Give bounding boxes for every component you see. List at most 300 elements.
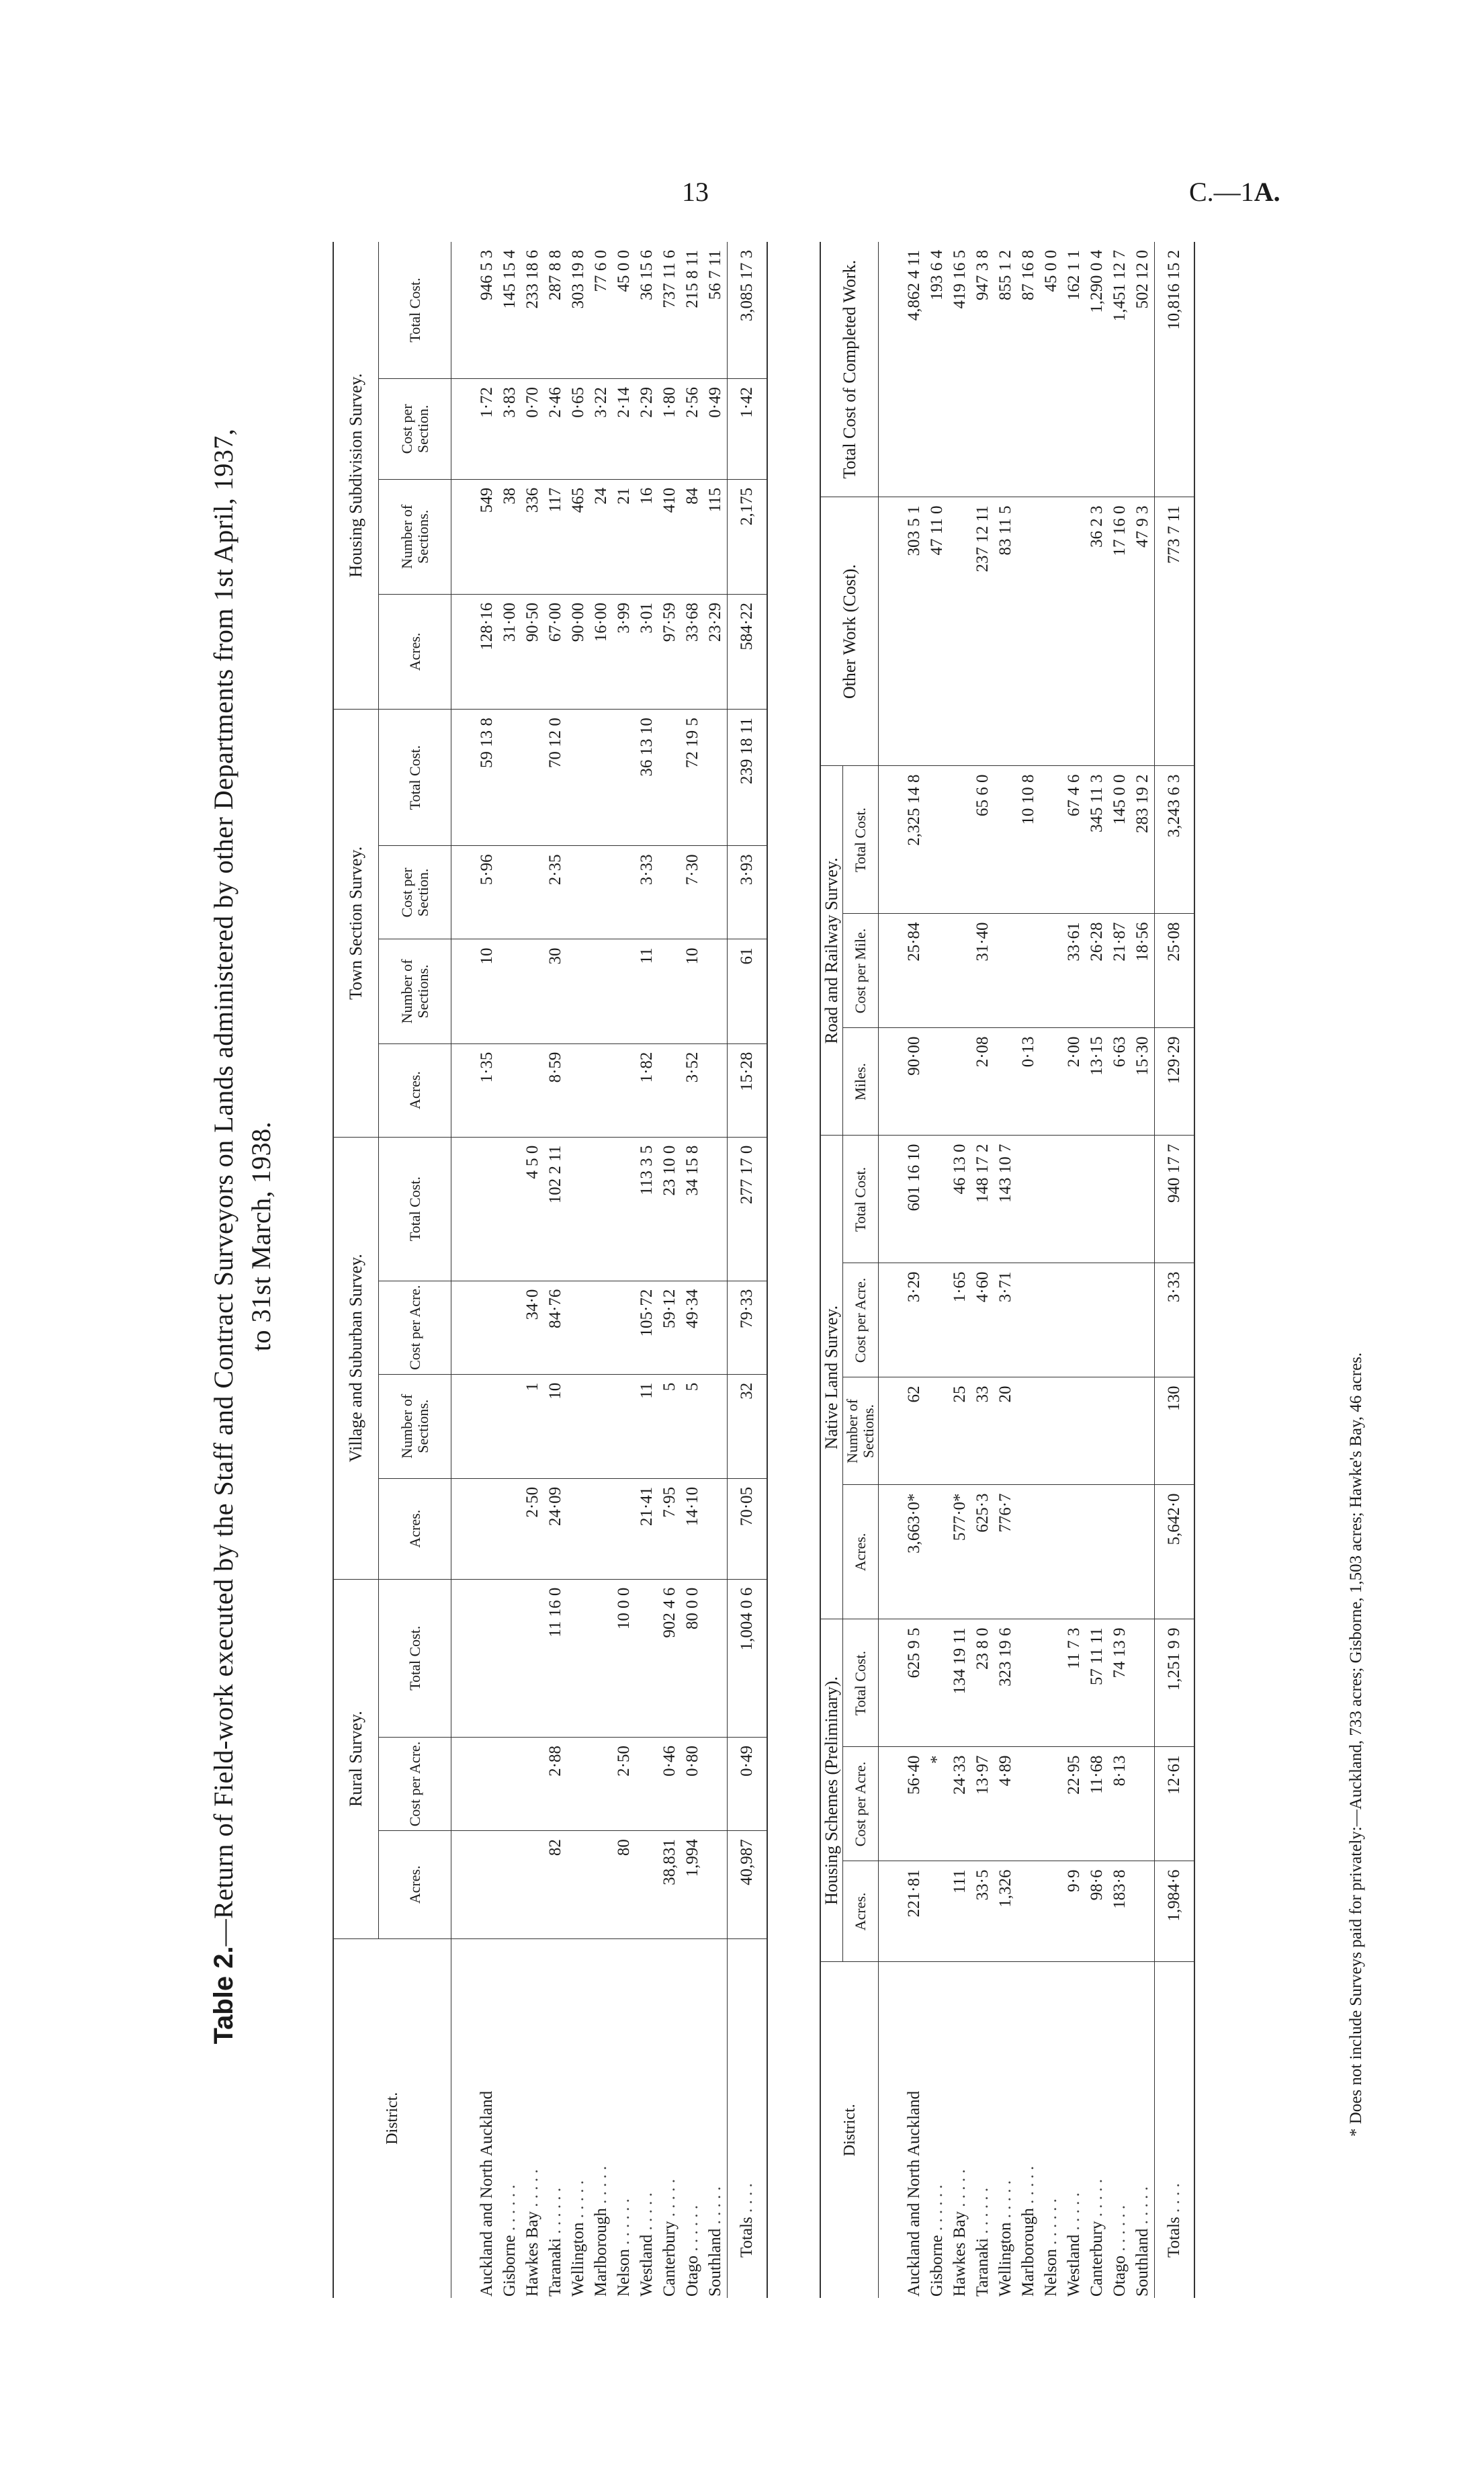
table-cell: 18·56: [1131, 914, 1155, 1028]
table-cell: [926, 1263, 949, 1377]
table-cell: [704, 1137, 728, 1281]
table-cell: [1086, 1377, 1108, 1485]
table-1: [333, 242, 768, 2298]
table-cell: [521, 1579, 544, 1737]
table-cell: [949, 1028, 971, 1136]
dot-leader: . . . . .: [1088, 2179, 1106, 2221]
table-cell: 45 0 0: [613, 242, 636, 378]
table-cell: [1017, 914, 1040, 1028]
table-cell: 5: [681, 1374, 704, 1478]
table-cell: [704, 1579, 728, 1737]
table-cell: 83 11 5: [994, 497, 1017, 766]
table-cell: [590, 1137, 613, 1281]
table-1-group-village: Village and Suburban Survey.: [333, 1137, 379, 1579]
table-cell: [1063, 497, 1086, 766]
table-cell: 134 19 11: [949, 1619, 971, 1747]
table-cell: 303 19 8: [567, 242, 590, 378]
table-cell: 2·50: [613, 1737, 636, 1830]
table-cell: 31·00: [498, 594, 521, 709]
table-cell: 11: [636, 1374, 658, 1478]
table-row: [1131, 242, 1155, 2298]
table-cell: 1·65: [949, 1263, 971, 1377]
table-cell: 3·33: [636, 846, 658, 939]
table-cell: 1,251 9 9: [1155, 1619, 1195, 1747]
table-cell: [451, 1737, 499, 1830]
table-cell: 59 13 8: [451, 710, 499, 846]
table-row: [971, 242, 994, 2298]
table-cell: 303 5 1: [879, 497, 926, 766]
district-name-text: Gisborne: [928, 2235, 946, 2297]
district-name-text: Hawkes Bay: [523, 2211, 541, 2297]
table-cell: 145 0 0: [1108, 766, 1131, 914]
table-cell: 105·72: [636, 1281, 658, 1374]
footnote: * Does not include Surveys paid for privately:—Auckland, 733 acres; Gisborne, 1,503 acres; Hawke's Bay, 46 acres.: [1347, 1352, 1365, 2137]
table-2-subhead: Cost per Acre.: [843, 1263, 879, 1377]
table-cell: [636, 1579, 658, 1737]
table-2-subhead: Cost per Acre.: [843, 1747, 879, 1861]
table-cell: [1017, 1377, 1040, 1485]
table-cell: [1040, 766, 1063, 914]
table-cell: 946 5 3: [451, 242, 499, 378]
table-cell: [1063, 1377, 1086, 1485]
table-cell: 773 7 11: [1155, 497, 1195, 766]
table-cell: 3·52: [681, 1043, 704, 1137]
table-cell: 56 7 11: [704, 242, 728, 378]
table-cell: 98·6: [1086, 1861, 1108, 1962]
table-cell: [590, 939, 613, 1043]
table-1-subhead: Number of Sections.: [379, 479, 451, 594]
district-name: [1131, 1962, 1155, 2298]
table-cell: 2·50: [521, 1478, 544, 1579]
table-cell: 46 13 0: [949, 1136, 971, 1263]
table-cell: [1131, 1263, 1155, 1377]
table-cell: [1108, 1377, 1131, 1485]
table-row: [451, 242, 499, 2298]
table-cell: *: [926, 1747, 949, 1861]
table-cell: 625 9 5: [879, 1619, 926, 1747]
district-name: [926, 1962, 949, 2298]
district-name-text: Hawkes Bay: [951, 2211, 969, 2297]
dot-leader: . . . . . .: [928, 2184, 946, 2235]
table-cell: [613, 939, 636, 1043]
table-cell: 70 12 0: [544, 710, 567, 846]
table-cell: [1017, 1136, 1040, 1263]
district-name: [1063, 1962, 1086, 2298]
district-name: [1108, 1962, 1131, 2298]
table-cell: 3·01: [636, 594, 658, 709]
table-cell: 45 0 0: [1040, 242, 1063, 497]
table-title: [205, 228, 280, 2244]
table-row: [681, 242, 704, 2298]
table-cell: [567, 846, 590, 939]
district-name-text: Canterbury: [660, 2221, 679, 2297]
table-cell: 239 18 11: [728, 710, 768, 846]
table-cell: [590, 1374, 613, 1478]
table-cell: [1040, 497, 1063, 766]
table-cell: [451, 1579, 499, 1737]
table-cell: 111: [949, 1861, 971, 1962]
table-cell: 0·46: [658, 1737, 681, 1830]
table-cell: 16: [636, 479, 658, 594]
table-cell: 10 0 0: [613, 1579, 636, 1737]
table-cell: 61: [728, 939, 768, 1043]
table-cell: 193 6 4: [926, 242, 949, 497]
table-cell: 12·61: [1155, 1747, 1195, 1861]
table-1-subhead: Cost per Section.: [379, 378, 451, 479]
table-cell: [567, 1137, 590, 1281]
table-cell: 77 6 0: [590, 242, 613, 378]
table-title-label: Table 2.: [209, 1946, 238, 2045]
table-2-group-road-railway: Road and Railway Survey.: [820, 766, 843, 1136]
table-cell: [1108, 1263, 1131, 1377]
table-1-subhead: Number of Sections.: [379, 1374, 451, 1478]
table-cell: [498, 1137, 521, 1281]
dot-leader: . . . . . .: [546, 2187, 564, 2238]
table-cell: 128·16: [451, 594, 499, 709]
table-cell: 129·29: [1155, 1028, 1195, 1136]
table-cell: 148 17 2: [971, 1136, 994, 1263]
table-cell: 10: [451, 939, 499, 1043]
table-cell: [704, 1737, 728, 1830]
table-cell: [498, 1831, 521, 1938]
table-cell: 5: [658, 1374, 681, 1478]
table-cell: [1017, 1263, 1040, 1377]
table-cell: 79·33: [728, 1281, 768, 1374]
table-cell: [590, 1831, 613, 1938]
table-cell: 3·83: [498, 378, 521, 479]
table-row: [1108, 242, 1131, 2298]
table-cell: 0·80: [681, 1737, 704, 1830]
table-cell: 3·93: [728, 846, 768, 939]
table-cell: 1,984·6: [1155, 1861, 1195, 1962]
table-cell: [1040, 1263, 1063, 1377]
table-cell: 33·68: [681, 594, 704, 709]
table-cell: [567, 710, 590, 846]
table-cell: 7·30: [681, 846, 704, 939]
table-cell: [567, 1374, 590, 1478]
table-cell: 283 19 2: [1131, 766, 1155, 914]
table-cell: 1·82: [636, 1043, 658, 1137]
totals-row: [1155, 242, 1195, 2298]
table-2-subhead: Miles.: [843, 1028, 879, 1136]
table-1-subhead: Total Cost.: [379, 242, 451, 378]
table-row: [544, 242, 567, 2298]
table-cell: [1040, 1377, 1063, 1485]
table-cell: [567, 1478, 590, 1579]
table-2-subhead: Number of Sections.: [843, 1377, 879, 1485]
table-cell: 11: [636, 939, 658, 1043]
table-cell: 97·59: [658, 594, 681, 709]
district-name: [544, 1938, 567, 2298]
table-cell: [498, 939, 521, 1043]
table-1-subhead: Total Cost.: [379, 1137, 451, 1281]
dot-leader: . . . . .: [1019, 2166, 1037, 2209]
table-cell: 56·40: [879, 1747, 926, 1861]
table-cell: 115: [704, 479, 728, 594]
table-cell: [1040, 1136, 1063, 1263]
dot-leader: . . . . .: [523, 2169, 541, 2211]
table-2-group-native-land: Native Land Survey.: [820, 1136, 843, 1619]
table-cell: 8·13: [1108, 1747, 1131, 1861]
table-cell: 1,994: [681, 1831, 704, 1938]
district-name: [521, 1938, 544, 2298]
table-cell: 25: [949, 1377, 971, 1485]
table-row: [590, 242, 613, 2298]
table-cell: [451, 1374, 499, 1478]
district-name: [949, 1962, 971, 2298]
table-cell: 14·10: [681, 1478, 704, 1579]
table-cell: [613, 1374, 636, 1478]
table-1-subhead: Total Cost.: [379, 1579, 451, 1737]
table-cell: [590, 1478, 613, 1579]
district-name-text: Nelson: [1042, 2249, 1060, 2297]
district-name: [971, 1962, 994, 2298]
table-cell: [521, 939, 544, 1043]
table-cell: [1063, 1263, 1086, 1377]
table-cell: [704, 1374, 728, 1478]
district-name-text: Totals: [1165, 2217, 1183, 2258]
table-cell: 5·96: [451, 846, 499, 939]
table-cell: 38,831: [658, 1831, 681, 1938]
table-cell: 625·3: [971, 1485, 994, 1619]
table-cell: 4,862 4 11: [879, 242, 926, 497]
table-1-subhead: Cost per Section.: [379, 846, 451, 939]
district-name: [636, 1938, 658, 2298]
table-cell: 23 10 0: [658, 1137, 681, 1281]
table-cell: 776·7: [994, 1485, 1017, 1619]
district-name-text: Totals: [738, 2217, 756, 2258]
table-cell: 3·33: [1155, 1263, 1195, 1377]
table-cell: [1040, 1028, 1063, 1136]
table-cell: [590, 1579, 613, 1737]
table-cell: [926, 1136, 949, 1263]
table-cell: [521, 710, 544, 846]
district-name-text: Marlborough: [1019, 2208, 1037, 2297]
rotated-table-sheet: [205, 242, 1387, 2298]
table-cell: [451, 1831, 499, 1938]
dot-leader: . . . . . .: [683, 2205, 701, 2256]
dot-leader: . . . . . .: [1110, 2205, 1129, 2256]
table-cell: 601 16 10: [879, 1136, 926, 1263]
table-2-subhead: Acres.: [843, 1861, 879, 1962]
table-cell: [590, 710, 613, 846]
table-row: [994, 242, 1017, 2298]
table-1-subhead: Acres.: [379, 594, 451, 709]
table-cell: 233 18 6: [521, 242, 544, 378]
table-2: [820, 242, 1195, 2298]
table-cell: [1017, 497, 1040, 766]
table-cell: [926, 1619, 949, 1747]
district-name-text: Southland: [706, 2228, 724, 2297]
table-cell: 323 19 6: [994, 1619, 1017, 1747]
table-cell: 25·08: [1155, 914, 1195, 1028]
table-row: [926, 242, 949, 2298]
table-cell: 10: [544, 1374, 567, 1478]
table-2-group-housing-schemes: Housing Schemes (Preliminary).: [820, 1619, 843, 1962]
table-cell: 345 11 3: [1086, 766, 1108, 914]
table-cell: 737 11 6: [658, 242, 681, 378]
table-cell: 59·12: [658, 1281, 681, 1374]
table-cell: 49·34: [681, 1281, 704, 1374]
table-cell: [590, 1281, 613, 1374]
table-2-subhead: Cost per Mile.: [843, 914, 879, 1028]
table-cell: 74 13 9: [1108, 1619, 1131, 1747]
table-cell: 90·50: [521, 594, 544, 709]
table-cell: [926, 1028, 949, 1136]
district-name-text: Canterbury: [1088, 2221, 1106, 2297]
table-2-district-header: District.: [820, 1962, 879, 2298]
table-cell: [567, 939, 590, 1043]
district-name-text: Auckland and North Auckland: [905, 2090, 923, 2297]
table-cell: 72 19 5: [681, 710, 704, 846]
table-cell: 549: [451, 479, 499, 594]
table-1-subhead: Acres.: [379, 1043, 451, 1137]
table-cell: 32: [728, 1374, 768, 1478]
table-cell: [521, 1043, 544, 1137]
table-cell: 90·00: [567, 594, 590, 709]
table-cell: 3·22: [590, 378, 613, 479]
table-cell: 90·00: [879, 1028, 926, 1136]
table-cell: 7·95: [658, 1478, 681, 1579]
table-cell: 2·56: [681, 378, 704, 479]
table-cell: 84·76: [544, 1281, 567, 1374]
table-cell: 82: [544, 1831, 567, 1938]
table-cell: 15·28: [728, 1043, 768, 1137]
table-cell: [949, 914, 971, 1028]
district-name: [704, 1938, 728, 2298]
table-1-subhead: Cost per Acre.: [379, 1737, 451, 1830]
district-name-text: Wellington: [569, 2222, 587, 2297]
table-cell: 4·89: [994, 1747, 1017, 1861]
table-cell: 24·33: [949, 1747, 971, 1861]
table-cell: 4·60: [971, 1263, 994, 1377]
district-name-text: Otago: [1110, 2255, 1129, 2297]
district-name: [728, 1938, 768, 2298]
table-cell: [1108, 1485, 1131, 1619]
table-row: [949, 242, 971, 2298]
table-cell: [1017, 1747, 1040, 1861]
table-cell: [704, 1043, 728, 1137]
table-title-line2: to 31st March, 1938.: [246, 1121, 276, 1352]
table-cell: 3·71: [994, 1263, 1017, 1377]
table-cell: [613, 846, 636, 939]
table-row: [1040, 242, 1063, 2298]
table-cell: [590, 846, 613, 939]
district-name-text: Gisborne: [500, 2235, 519, 2297]
table-row: [636, 242, 658, 2298]
table-cell: [1086, 1263, 1108, 1377]
table-cell: 947 3 8: [971, 242, 994, 497]
table-cell: 183·8: [1108, 1861, 1131, 1962]
dot-leader: . . . . .: [660, 2179, 679, 2221]
table-cell: 1·35: [451, 1043, 499, 1137]
table-cell: [613, 1137, 636, 1281]
table-cell: [498, 710, 521, 846]
table-cell: 34·0: [521, 1281, 544, 1374]
table-1-subhead: Acres.: [379, 1831, 451, 1938]
table-cell: [926, 1485, 949, 1619]
dot-leader: . . . . .: [1133, 2186, 1151, 2229]
table-cell: 25·84: [879, 914, 926, 1028]
table-cell: [658, 846, 681, 939]
district-name: [681, 1938, 704, 2298]
table-cell: 8·59: [544, 1043, 567, 1137]
table-row: [1086, 242, 1108, 2298]
dot-leader: . . . . .: [706, 2186, 724, 2229]
table-cell: [1086, 1485, 1108, 1619]
table-row: [521, 242, 544, 2298]
table-cell: 34 15 8: [681, 1137, 704, 1281]
district-name-text: Westland: [638, 2234, 656, 2297]
table-cell: 1·80: [658, 378, 681, 479]
table-cell: 26·28: [1086, 914, 1108, 1028]
table-cell: 162 1 1: [1063, 242, 1086, 497]
table-2-subhead: Total Cost.: [843, 1136, 879, 1263]
table-cell: 20: [994, 1377, 1017, 1485]
table-cell: 16·00: [590, 594, 613, 709]
table-cell: 2·46: [544, 378, 567, 479]
table-row: [498, 242, 521, 2298]
table-cell: [1086, 1136, 1108, 1263]
table-cell: 36 13 10: [636, 710, 658, 846]
table-cell: 215 8 11: [681, 242, 704, 378]
table-cell: 584·22: [728, 594, 768, 709]
table-cell: [590, 1043, 613, 1137]
table-1-body: [451, 242, 768, 2298]
table-1-district-header: District.: [333, 1938, 451, 2298]
table-cell: [521, 1831, 544, 1938]
table-cell: 24: [590, 479, 613, 594]
table-cell: 36 2 3: [1086, 497, 1108, 766]
table-cell: 11 16 0: [544, 1579, 567, 1737]
table-cell: [926, 1377, 949, 1485]
table-1-subhead: Cost per Acre.: [379, 1281, 451, 1374]
table-cell: 237 12 11: [971, 497, 994, 766]
table-2-subhead: Total Cost.: [843, 1619, 879, 1747]
table-2-group-total-cost: Total Cost of Completed Work.: [820, 242, 879, 497]
table-cell: [1017, 1619, 1040, 1747]
table-cell: 143 10 7: [994, 1136, 1017, 1263]
table-cell: 2·35: [544, 846, 567, 939]
table-cell: 67 4 6: [1063, 766, 1086, 914]
table-cell: [1040, 1619, 1063, 1747]
table-cell: [451, 1478, 499, 1579]
table-cell: [1131, 1485, 1155, 1619]
district-name-text: Nelson: [615, 2249, 633, 2297]
table-cell: [658, 710, 681, 846]
table-cell: 33: [971, 1377, 994, 1485]
table-cell: 62: [879, 1377, 926, 1485]
table-cell: 902 4 6: [658, 1579, 681, 1737]
table-cell: 1·42: [728, 378, 768, 479]
table-cell: 84: [681, 479, 704, 594]
table-row: [704, 242, 728, 2298]
table-cell: [658, 939, 681, 1043]
table-1-subhead: Acres.: [379, 1478, 451, 1579]
district-name-text: Marlborough: [592, 2208, 610, 2297]
table-2-group-other-work: Other Work (Cost).: [820, 497, 879, 766]
table-cell: [704, 1478, 728, 1579]
table-cell: 21·41: [636, 1478, 658, 1579]
table-cell: [1017, 1861, 1040, 1962]
table-cell: 31·40: [971, 914, 994, 1028]
table-cell: 47 9 3: [1131, 497, 1155, 766]
table-cell: 577·0*: [949, 1485, 971, 1619]
table-cell: [613, 1043, 636, 1137]
table-cell: [1040, 914, 1063, 1028]
table-cell: [613, 1281, 636, 1374]
totals-row: [728, 242, 768, 2298]
